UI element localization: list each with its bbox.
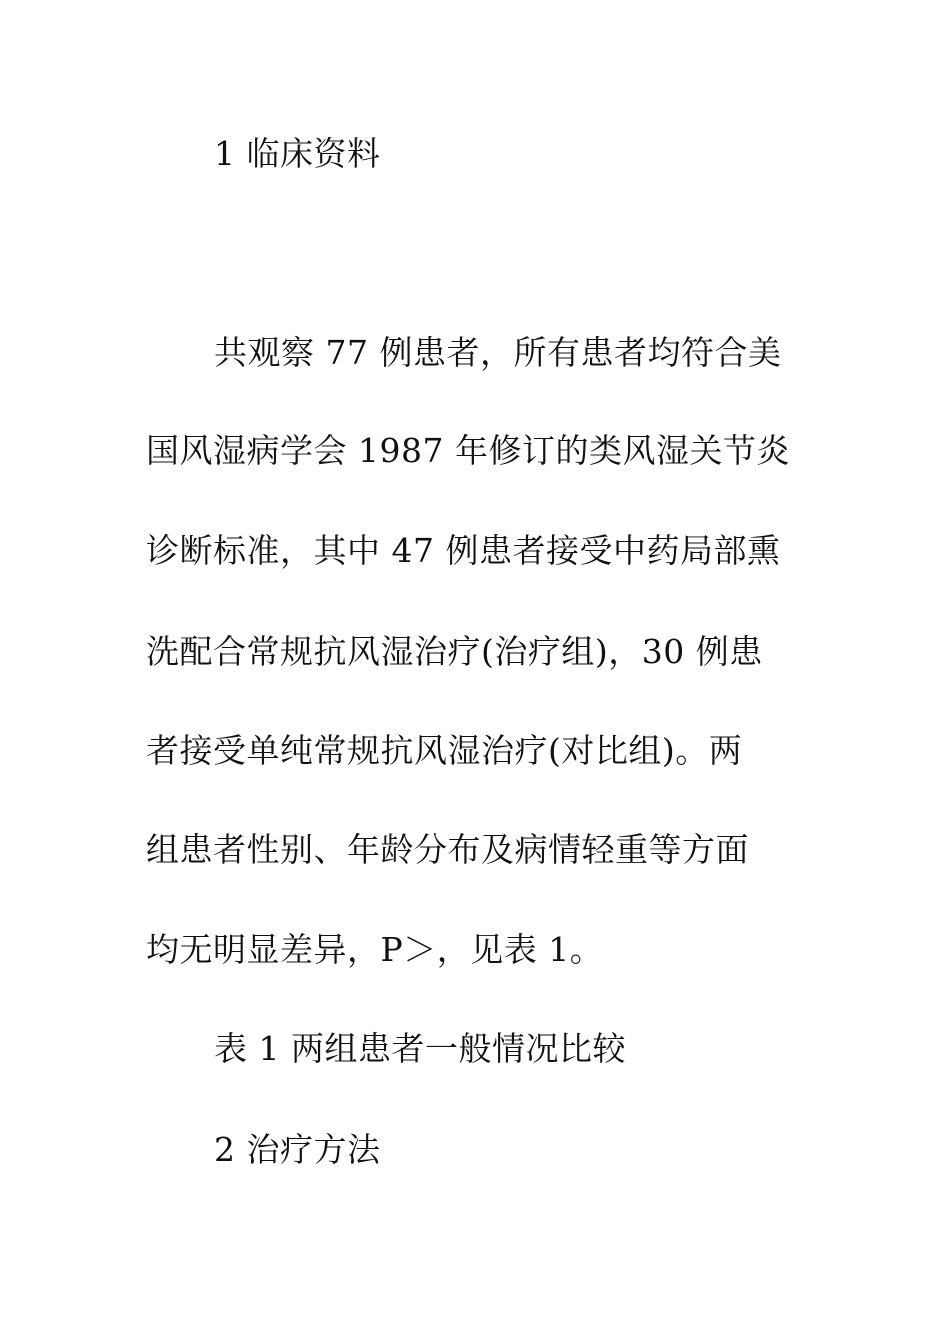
paragraph-line-2: 国风湿病学会 1987 年修订的类风湿关节炎 [146, 431, 790, 470]
section-heading-clinical-data: 1 临床资料 [214, 134, 381, 173]
paragraph-line-5: 者接受单纯常规抗风湿治疗(对比组)。两 [146, 731, 743, 770]
paragraph-line-1: 共观察 77 例患者，所有患者均符合美 [214, 333, 782, 372]
paragraph-line-7: 均无明显差异，P＞，见表 1。 [146, 930, 604, 969]
table-caption: 表 1 两组患者一般情况比较 [214, 1029, 626, 1068]
paragraph-line-6: 组患者性别、年龄分布及病情轻重等方面 [146, 830, 749, 869]
section-heading-treatment-method: 2 治疗方法 [214, 1130, 381, 1169]
paragraph-line-4: 洗配合常规抗风湿治疗(治疗组)，30 例患 [146, 632, 763, 671]
paragraph-line-3: 诊断标准，其中 47 例患者接受中药局部熏 [146, 531, 781, 570]
